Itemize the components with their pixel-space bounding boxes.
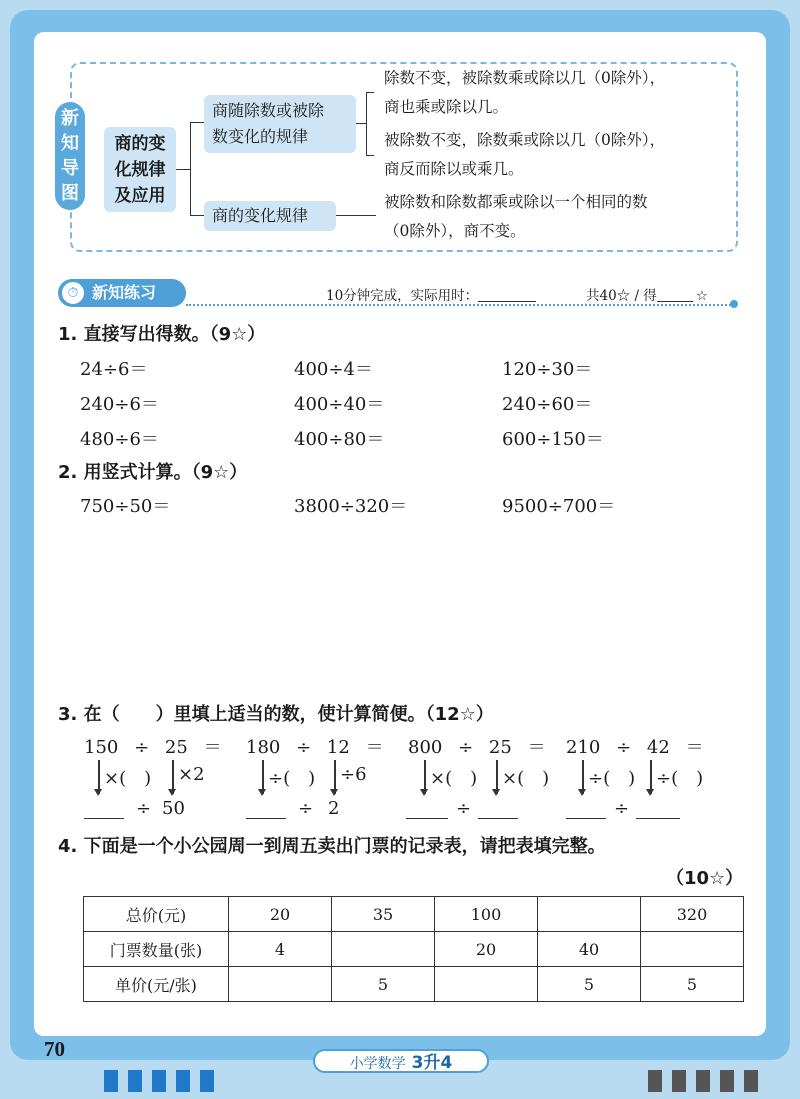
score-prefix: 共40☆ / 得 — [586, 288, 657, 304]
branch1-title: 商随除数或被除 — [212, 101, 325, 120]
decor-stripe — [648, 1070, 662, 1092]
decor-stripe — [152, 1070, 166, 1092]
rule-line: 被除数和除数都乘或除以一个相同的数 — [384, 193, 648, 211]
score-blank[interactable] — [657, 301, 693, 302]
book-name: 小学数学 — [349, 1056, 406, 1072]
page-number: 70 — [44, 1037, 65, 1061]
table-cell[interactable]: 20 — [229, 897, 332, 932]
q1-item: 24÷6＝ — [80, 359, 148, 380]
arrow-down-icon — [582, 760, 584, 794]
timer-text: 10分钟完成，实际用时： — [326, 288, 479, 304]
branch1-title: 数变化的规律 — [212, 127, 309, 146]
q3-group-1 — [84, 733, 222, 759]
answer-blank[interactable] — [636, 818, 680, 819]
table-cell[interactable]: 4 — [229, 932, 332, 967]
operation-label: ×2 — [178, 764, 205, 785]
answer-blank[interactable] — [478, 818, 518, 819]
q3-group-2 — [246, 733, 384, 759]
q1-item: 600÷150＝ — [502, 429, 604, 450]
q1-item: 120÷30＝ — [502, 359, 593, 380]
connector — [356, 123, 366, 124]
decor-stripe — [672, 1070, 686, 1092]
div-sign: ÷ — [296, 737, 312, 758]
table-cell[interactable]: 320 — [641, 897, 744, 932]
eq-sign: ＝ — [203, 737, 222, 758]
branch2-title: 商的变化规律 — [212, 206, 309, 225]
table-cell[interactable]: 35 — [332, 897, 435, 932]
table-row — [84, 967, 744, 1002]
rule-line: 商反而除以或乘几。 — [384, 160, 524, 178]
q1-item: 400÷4＝ — [294, 359, 373, 380]
table-cell[interactable] — [435, 967, 538, 1002]
table-cell[interactable]: 20 — [435, 932, 538, 967]
rule-2 — [384, 126, 665, 184]
branch2-box — [204, 201, 336, 231]
section-title-text: 新知练习 — [92, 283, 157, 302]
table-cell[interactable]: 5 — [332, 967, 435, 1002]
eq-sign: ＝ — [365, 737, 384, 758]
divisor: 25 — [164, 737, 188, 758]
table-cell[interactable] — [641, 932, 744, 967]
timer-info — [326, 284, 536, 304]
table-cell[interactable]: 100 — [435, 897, 538, 932]
answer-blank[interactable] — [406, 818, 448, 819]
divisor: 12 — [326, 737, 350, 758]
div-sign: ÷ — [136, 798, 152, 819]
divisor: 25 — [488, 737, 512, 758]
result-value: 2 — [328, 798, 340, 819]
div-sign: ÷ — [614, 798, 630, 819]
arrow-down-icon — [424, 760, 426, 794]
q1-item: 400÷40＝ — [294, 394, 385, 415]
div-sign: ÷ — [616, 737, 632, 758]
connector — [190, 122, 191, 216]
decor-stripe — [200, 1070, 214, 1092]
decor-stripe — [176, 1070, 190, 1092]
decor-stripe — [720, 1070, 734, 1092]
rule-line: （0除外），商不变。 — [384, 222, 526, 240]
arrow-down-icon — [262, 760, 264, 794]
operation-label: ÷6 — [340, 764, 367, 785]
question-2-title: 2. 用竖式计算。（9☆） — [58, 462, 248, 483]
label-char: 知 — [61, 133, 79, 154]
label-char: 导 — [61, 158, 79, 179]
row-header: 单价(元/张) — [84, 967, 229, 1002]
rule-3 — [384, 188, 648, 246]
rule-line: 除数不变，被除数乘或除以几（0除外）， — [384, 69, 666, 87]
operation-slot[interactable]: ÷( ) — [656, 768, 704, 789]
result-value: 50 — [162, 798, 185, 819]
rule-line: 被除数不变，除数乘或除以几（0除外）， — [384, 131, 666, 149]
main-topic-line: 化规律 — [114, 160, 166, 180]
book-grade: 3升4 — [411, 1053, 453, 1073]
divider — [186, 304, 734, 306]
eq-sign: ＝ — [685, 737, 704, 758]
table-cell[interactable]: 5 — [538, 967, 641, 1002]
table-cell[interactable]: 40 — [538, 932, 641, 967]
q1-item: 400÷80＝ — [294, 429, 385, 450]
arrow-down-icon — [650, 760, 652, 794]
question-4-title: 4. 下面是一个小公园周一到周五卖出门票的记录表，请把表填完整。 — [58, 836, 606, 857]
dividend: 210 — [566, 737, 601, 758]
operation-slot[interactable]: ×( ) — [104, 768, 152, 789]
main-topic-line: 商的变 — [114, 134, 166, 154]
arrow-down-icon — [496, 760, 498, 794]
operation-slot[interactable]: ×( ) — [502, 768, 550, 789]
brace — [366, 155, 374, 156]
dividend: 800 — [408, 737, 443, 758]
q1-item: 480÷6＝ — [80, 429, 159, 450]
divider-end — [730, 300, 738, 308]
dividend: 150 — [84, 737, 119, 758]
table-row — [84, 932, 744, 967]
q3-group-4 — [566, 733, 704, 759]
div-sign: ÷ — [458, 737, 474, 758]
stopwatch-icon: ⏱ — [62, 282, 84, 304]
operation-slot[interactable]: ÷( ) — [588, 768, 636, 789]
row-header: 门票数量(张) — [84, 932, 229, 967]
arrow-down-icon — [172, 760, 174, 794]
div-sign: ÷ — [134, 737, 150, 758]
connector — [176, 169, 190, 170]
operation-slot[interactable]: ÷( ) — [268, 768, 316, 789]
q3-group-3 — [408, 733, 546, 759]
rule-1 — [384, 64, 665, 122]
score-info — [586, 284, 708, 304]
eq-sign: ＝ — [527, 737, 546, 758]
answer-blank[interactable] — [84, 818, 124, 819]
q1-item: 240÷6＝ — [80, 394, 159, 415]
main-topic — [104, 127, 176, 212]
answer-blank[interactable] — [246, 818, 286, 819]
decor-stripe — [744, 1070, 758, 1092]
decor-stripe — [696, 1070, 710, 1092]
row-header: 总价(元) — [84, 897, 229, 932]
knowledge-map-label — [55, 102, 85, 210]
label-char: 图 — [61, 183, 79, 204]
connector — [190, 122, 204, 123]
label-char: 新 — [61, 108, 79, 129]
div-sign: ÷ — [298, 798, 314, 819]
arrow-down-icon — [334, 760, 336, 794]
dividend: 180 — [246, 737, 281, 758]
connector — [190, 215, 204, 216]
table-cell[interactable] — [332, 932, 435, 967]
answer-blank[interactable] — [566, 818, 606, 819]
score-suffix: ☆ — [695, 288, 708, 304]
connector — [336, 215, 376, 216]
brace — [366, 92, 367, 156]
div-sign: ÷ — [456, 798, 472, 819]
table-cell[interactable] — [229, 967, 332, 1002]
time-blank[interactable] — [478, 301, 536, 302]
branch1-box — [204, 95, 356, 153]
q2-item: 9500÷700＝ — [502, 496, 616, 517]
table-row — [84, 897, 744, 932]
decor-stripe — [104, 1070, 118, 1092]
brace — [366, 92, 374, 93]
decor-stripe — [128, 1070, 142, 1092]
q2-item: 750÷50＝ — [80, 496, 171, 517]
main-topic-line: 及应用 — [114, 186, 166, 206]
question-3-title: 3. 在（ ）里填上适当的数，使计算简便。（12☆） — [58, 704, 494, 725]
table-cell[interactable] — [538, 897, 641, 932]
operation-slot[interactable]: ×( ) — [430, 768, 478, 789]
question-1-title: 1. 直接写出得数。（9☆） — [58, 324, 266, 345]
book-title — [313, 1049, 489, 1073]
arrow-down-icon — [98, 760, 100, 794]
rule-line: 商也乘或除以几。 — [384, 98, 509, 116]
question-4-score: （10☆） — [666, 868, 744, 889]
q2-item: 3800÷320＝ — [294, 496, 408, 517]
q1-item: 240÷60＝ — [502, 394, 593, 415]
table-cell[interactable]: 5 — [641, 967, 744, 1002]
ticket-table — [83, 896, 744, 1002]
divisor: 42 — [646, 737, 670, 758]
